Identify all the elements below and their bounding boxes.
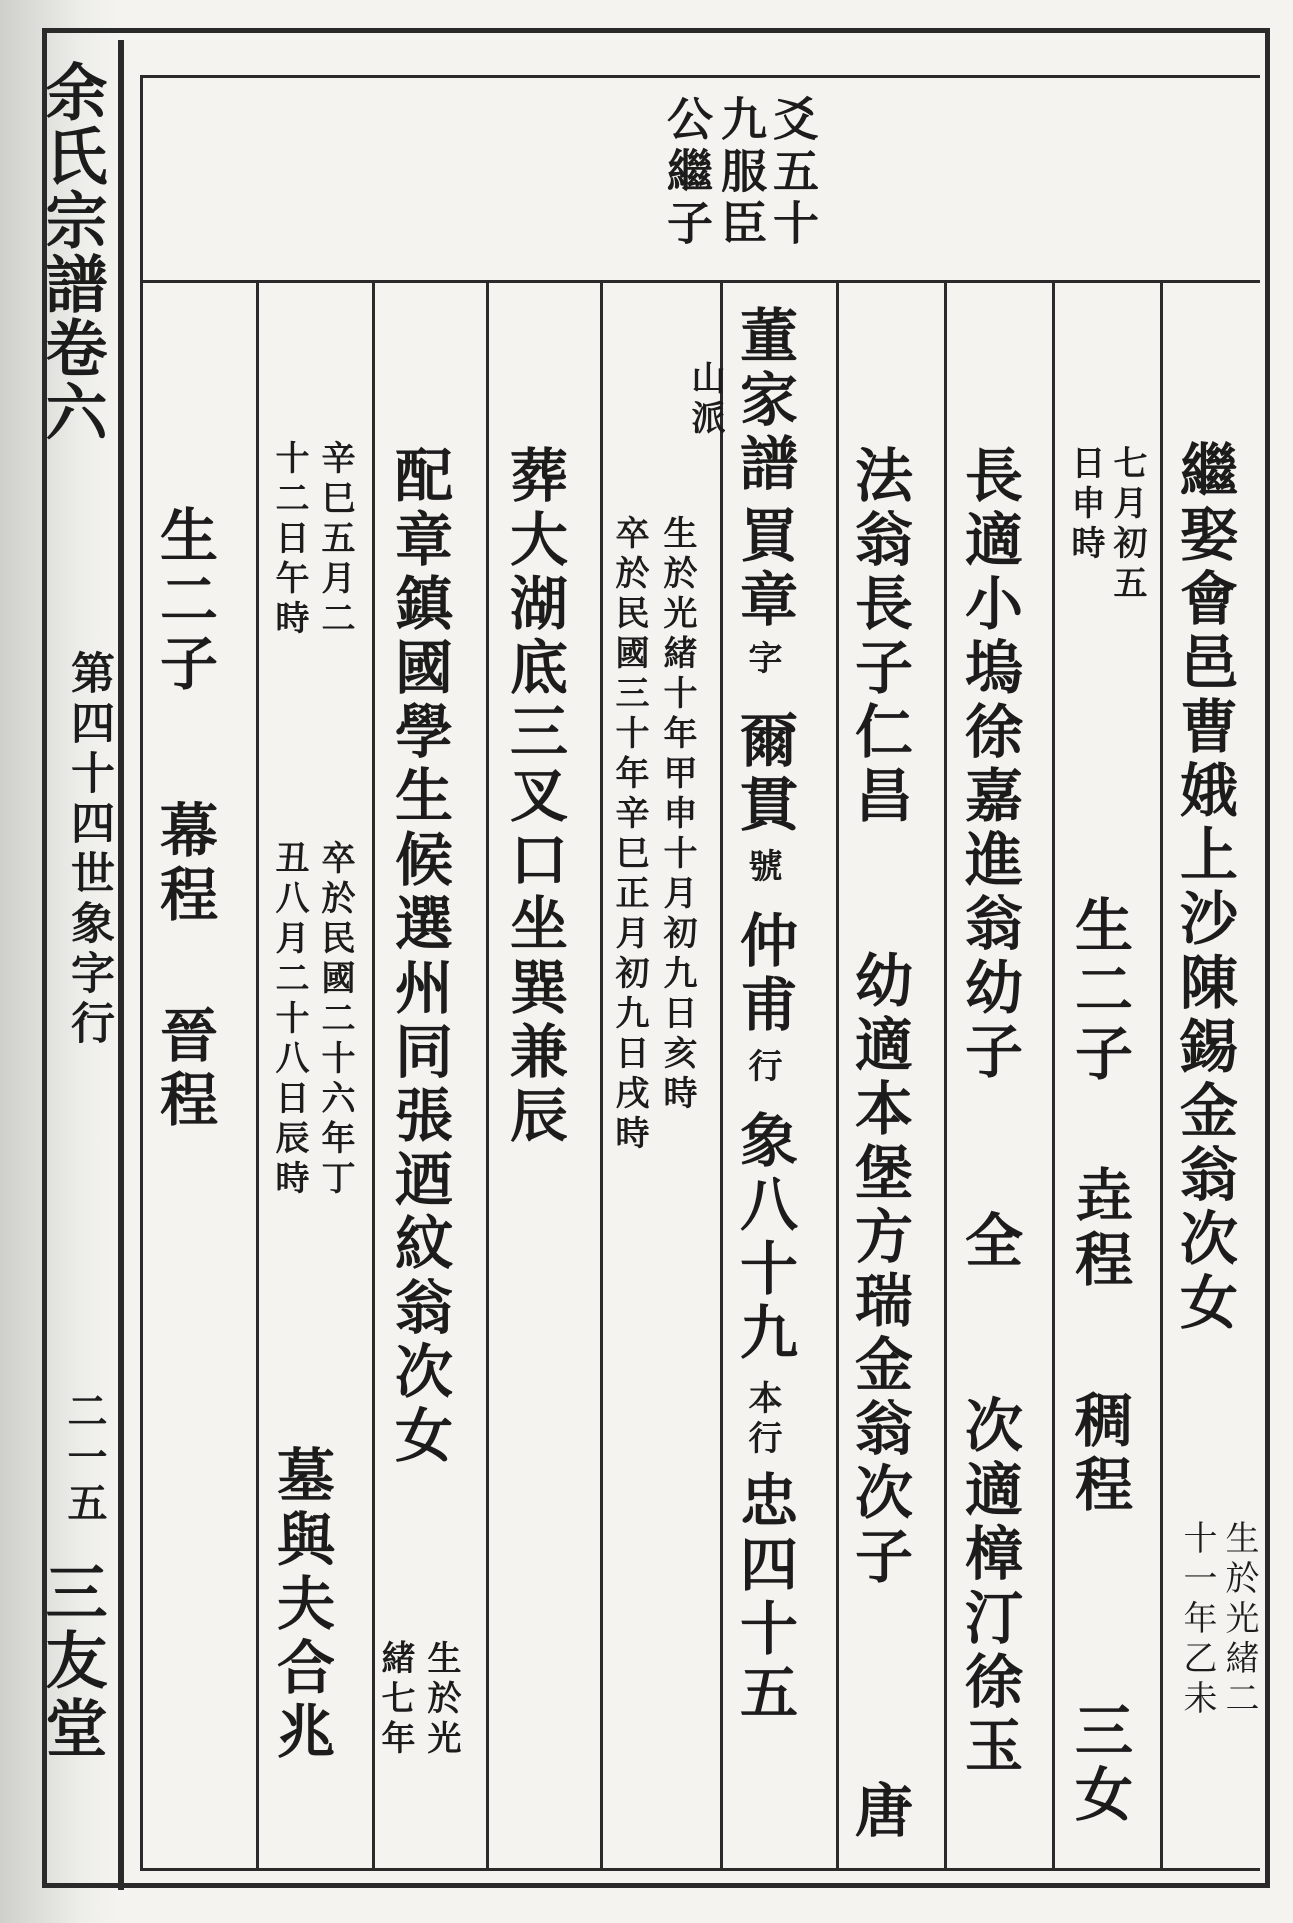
entry-col-3-c: 次適樟汀徐玉	[955, 1395, 1023, 1779]
entry-col-6-note-a: 生於光緒十年甲申十月初九日亥時	[657, 515, 697, 1115]
entry-col-5-a: 董家譜	[730, 305, 798, 497]
entry-col-5-f: 忠四十五	[730, 1470, 798, 1726]
entry-col-4-a: 法翁長子仁昌	[845, 445, 913, 829]
column-rule	[372, 282, 375, 1868]
book-title: 余氏宗譜卷六	[35, 60, 108, 444]
entry-col-9-note-a: 辛巳五月二	[315, 440, 355, 640]
entry-col-10-b: 幕程	[150, 800, 218, 928]
entry-col-9-note-d: 丑八月二十八日辰時	[269, 840, 309, 1200]
entry-col-3-b: 全	[955, 1210, 1023, 1274]
entry-col-6-note-b: 卒於民國三十年辛巳正月初九日戌時	[609, 515, 649, 1155]
entry-col-10-a: 生二子	[150, 505, 218, 697]
entry-col-5-small-c: 行	[742, 1048, 782, 1088]
entry-col-8-note-b: 緒七年	[375, 1640, 415, 1760]
entry-col-5-head: 山派	[685, 360, 725, 440]
entry-col-5-small-a: 字	[742, 640, 782, 680]
entry-col-4-c: 唐	[845, 1780, 913, 1844]
top-text-2: 九服臣	[714, 95, 768, 251]
entry-col-8-note-a: 生於光	[421, 1640, 461, 1760]
entry-col-9-note-c: 卒於民國二十六年丁	[315, 840, 355, 1200]
column-rule	[1160, 282, 1163, 1868]
entry-col-5-d: 仲甫	[730, 910, 798, 1038]
entry-col-7: 葬大湖底三叉口坐巽兼辰	[500, 445, 568, 1149]
entry-col-5-b: 買章	[730, 505, 798, 633]
entry-col-1: 繼娶會邑曹娥上沙陳錫金翁次女	[1170, 440, 1238, 1336]
column-rule	[944, 282, 947, 1868]
entry-col-10-c: 晉程	[150, 1005, 218, 1133]
entry-col-9: 墓與夫合兆	[267, 1445, 335, 1765]
entry-col-9-note-b: 十二日午時	[269, 440, 309, 640]
entry-col-5-small-d: 本行	[742, 1380, 782, 1460]
column-rule	[486, 282, 489, 1868]
entry-col-2-a: 生二子	[1065, 895, 1133, 1087]
column-rule	[140, 75, 143, 1868]
entry-col-2-note-a: 七月初五	[1107, 445, 1147, 605]
column-rule	[836, 282, 839, 1868]
entry-col-2-c: 稠程	[1065, 1390, 1133, 1518]
top-text-3: 公繼子	[660, 95, 714, 251]
bottom-rule	[140, 1868, 1260, 1871]
entry-col-2-d: 三女	[1065, 1700, 1133, 1828]
entry-col-8: 配章鎮國學生候選州同張迺紋翁次女	[385, 445, 453, 1469]
column-rule	[1052, 282, 1055, 1868]
entry-col-5-small-b: 號	[742, 848, 782, 888]
entry-col-2-note-b: 日申時	[1065, 445, 1105, 565]
entry-col-1-note-a: 生於光緒二	[1219, 1520, 1259, 1720]
column-rule	[600, 282, 603, 1868]
hall-name: 三友堂	[35, 1560, 108, 1764]
column-rule	[720, 282, 723, 1868]
page-number: 二一五	[61, 1390, 108, 1528]
section-label: 第四十四世象字行	[63, 650, 114, 1050]
entry-col-3-a: 長適小塢徐嘉進翁幼子	[955, 445, 1023, 1085]
entry-col-5-c: 爾貫	[730, 710, 798, 838]
top-text-1: 爻五十	[766, 95, 820, 251]
register-divider	[140, 280, 1260, 283]
entry-col-1-note-b: 十一年乙未	[1177, 1520, 1217, 1720]
entry-col-5-e: 象八十九	[730, 1110, 798, 1366]
top-rule	[140, 75, 1260, 78]
entry-col-2-b: 垚程	[1065, 1165, 1133, 1293]
entry-col-4-b: 幼適本堡方瑞金翁次子	[845, 950, 913, 1590]
column-rule	[256, 282, 259, 1868]
